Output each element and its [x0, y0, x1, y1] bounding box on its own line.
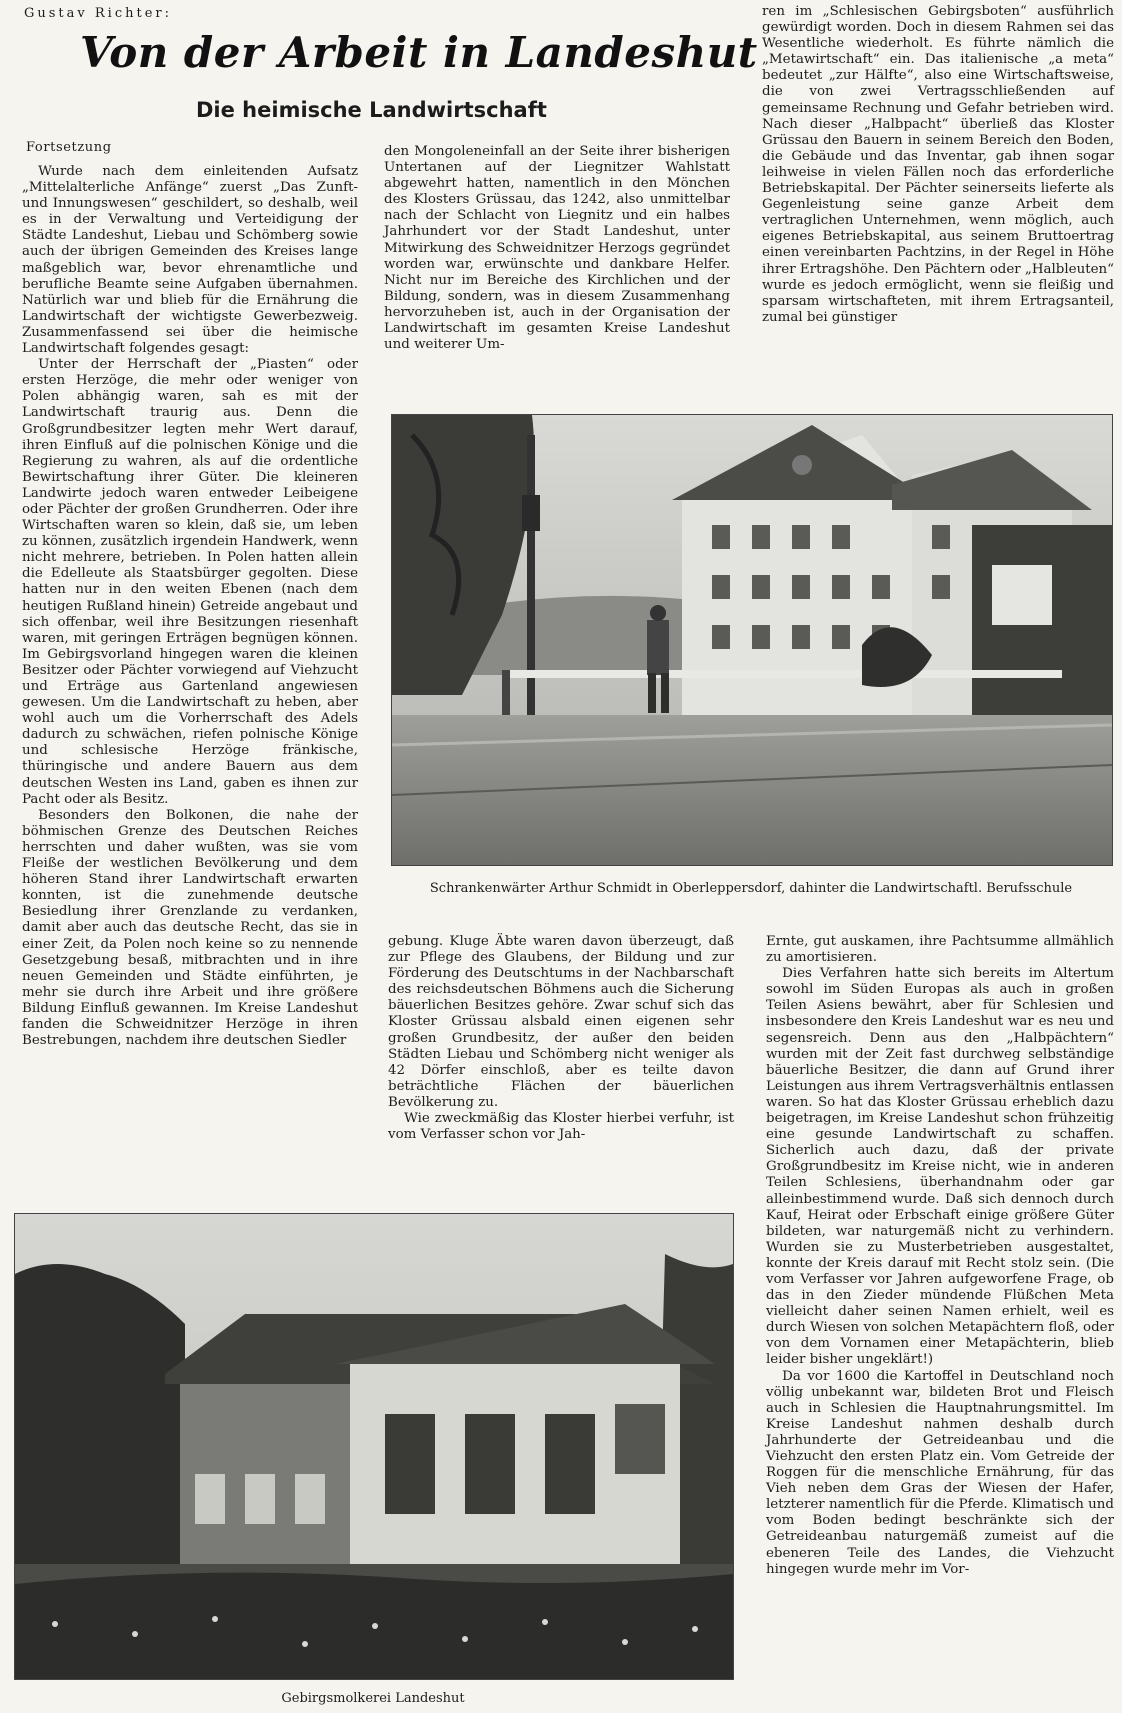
- paragraph: den Mongoleneinfall an der Seite ihrer bisherigen Untertanen auf der Liegnitzer Wahlstatt abgewehrt hatten, namentlich in den Mönchen des Klosters Grüssau, das 1242, also unmittelbar nach der Schlacht von Liegnitz und ein halbes Jahrhundert vor der Stadt Landeshut, unter Mitwirkung des Schweidnitzer Herzogs gegründet worden war, erwünschte und dankbare Helfer. Nicht nur im Bereiche des Kirchlichen und der Bildung, sondern, was in diesem Zusammenhang hervorzuheben ist, auch in der Organisation der Landwirtschaft im gesamten Kreise Landeshut und weiterer Um-: [384, 144, 730, 353]
- paragraph: ren im „Schlesischen Gebirgsboten“ ausführlich gewürdigt worden. Doch in diesem Rahmen sei das Wesentliche wiederholt. Es führte nämlich die „Metawirtschaft“ ein. Das italienische „a meta“ bedeutet „zur Hälfte“, also eine Wirtschaftsweise, die von zwei Vertragsschließenden auf gemeinsame Rechnung und Gefahr betrieben wird. Nach dieser „Halbpacht“ überließ das Kloster Grüssau den Bauern in seinem Bereich den Boden, die Gebäude und das Inventar, gab ihnen sogar leihweise in vielen Fällen noch das erforderliche Betriebskapital. Der Pächter seinerseits lieferte als Gegenleistung seine ganze Arbeit dem vertraglichen Unternehmen, wenn möglich, auch eigenes Betriebskapital, aus seinem Bruttoertrag einen vereinbarten Pachtzins, in der Regel in Höhe ihrer Ertragshöhe. Den Pächtern oder „Halbleuten“ wurde es jedoch ermöglicht, wenn sie fleißig und sparsam wirtschafteten, mit ihrem Ertragsanteil, zumal bei günstiger: [762, 4, 1114, 325]
- paragraph: Unter der Herrschaft der „Piasten“ oder ersten Herzöge, die mehr oder weniger von Polen abhängig waren, sah es mit der Landwirtschaft traurig aus. Denn die Großgrundbesitzer legten mehr Wert darauf, ihren Einfluß auf die polnischen Könige und die Regierung zu wahren, als auf die ordentliche Bewirtschaftung ihrer Güter. Die kleineren Landwirte jedoch waren entweder Leibeigene oder Pächter der großen Grundherren. Oder ihre Wirtschaften waren so klein, daß sie, um leben zu können, zusätzlich irgendein Handwerk, wenn nicht mehrere, betrieben. In Polen hatten allein die Edelleute als Staatsbürger gegolten. Diese hatten nur in den weiten Ebenen (nach dem heutigen Rußland hinein) Getreide angebaut und sich offenbar, weil ihre Besitzungen riesenhaft waren, mit geringen Erträgen begnügen können. Im Gebirgsvorland hingegen waren die kleinen Besitzer oder Pächter vorwiegend auf Viehzucht und Erträge aus Gartenland angewiesen gewesen. Um die Landwirtschaft zu heben, aber wohl auch um die Vorherrschaft des Adels dadurch zu schwächen, riefen polnische Könige und schlesische Herzöge fränkische, thüringische und andere Bauern aus dem deutschen Westen ins Land, gaben es ihnen zur Pacht oder als Besitz.: [22, 357, 358, 807]
- paragraph: Da vor 1600 die Kartoffel in Deutschland noch völlig unbekannt war, bildeten Brot und Fleisch auch in Schlesien die Hauptnahrungsmittel. Im Kreise Landeshut nahmen deshalb durch Jahrhunderte der Getreideanbau und die Viehzucht den ersten Platz ein. Vom Getreide der Roggen für die menschliche Ernährung, für das Vieh neben dem Gras der Wiesen der Hafer, letzterer namentlich für die Pferde. Klimatisch und vom Boden bedingt beschränkte sich der Getreideanbau naturgemäß zumeist auf die ebeneren Teile des Landes, die Viehzucht hingegen wurde mehr im Vor-: [766, 1368, 1114, 1577]
- paragraph: Ernte, gut auskamen, ihre Pachtsumme allmählich zu amortisieren.: [766, 934, 1114, 966]
- article-subtitle: Die heimische Landwirtschaft: [196, 98, 547, 122]
- photo-dairy: [14, 1213, 734, 1680]
- photo-crossing-keeper: [391, 414, 1113, 866]
- paragraph: Dies Verfahren hatte sich bereits im Altertum sowohl im Süden Europas als auch in großen Teilen Asiens bewährt, aber für Schlesien und insbesondere den Kreis Landeshut war es neu und segensreich. Denn aus den „Halbpächtern“ wurden mit der Zeit fast durchweg selbständige bäuerliche Besitzer, die dann auf Grund ihrer Leistungen aus ihrem Vertragsverhältnis entlassen waren. So hat das Kloster Grüssau erheblich dazu beigetragen, im Kreise Landeshut schon frühzeitig eine gesunde Landwirtschaft zu schaffen. Sicherlich auch dazu, daß der private Großgrundbesitz im Kreise nicht, wie in anderen Teilen Schlesiens, überhandnahm oder gar alleinbestimmend wurde. Daß sich dennoch durch Kauf, Heirat oder Erbschaft einige größere Güter bildeten, war naturgemäß nicht zu verhindern. Wurden sie zu Musterbetrieben ausgestaltet, konnte der Kreis darauf mit Recht stolz sein. (Die vom Verfasser vor Jahren aufgeworfene Frage, ob das in den Zieder mündende Flüßchen Meta vielleicht daher seinen Namen erhielt, weil es durch Wiesen von solchen Metapächtern floß, oder von dem Vornamen einer Metapächterin, blieb leider bisher ungeklärt!): [766, 966, 1114, 1368]
- paragraph: Wurde nach dem einleitenden Aufsatz „Mittelalterliche Anfänge“ zuerst „Das Zunft- und Innungswesen“ geschildert, so deshalb, weil es in der Verwaltung und Verteidigung der Städte Landeshut, Liebau und Schömberg sowie auch der übrigen Gemeinden des Kreises lange maßgeblich war, bevor ehrenamtliche und berufliche Beamte seine Aufgaben übernahmen. Natürlich war und blieb für die Ernährung die Landwirtschaft der wichtigste Gewerbezweig. Zusammenfassend sei über die heimische Landwirtschaft folgendes gesagt:: [22, 164, 358, 357]
- author-byline: Gustav Richter:: [24, 6, 172, 21]
- paragraph: Wie zweckmäßig das Kloster hierbei verfuhr, ist vom Verfasser schon vor Jah-: [388, 1111, 734, 1143]
- railway-crossing-school-photo: [392, 415, 1112, 865]
- column-3-bottom: [766, 934, 1114, 1578]
- continuation-label: Fortsetzung: [26, 140, 112, 155]
- column-3-top: [762, 4, 1114, 326]
- paragraph: Besonders den Bolkonen, die nahe der böhmischen Grenze des Deutschen Reiches herrschten und daher wußten, was sie vom Fleiße der westlichen Bevölkerung und dem höheren Stand ihrer Landwirtschaft erwarten konnten, ist die zunehmende deutsche Besiedlung ihrer Grenzlande zu verdanken, damit aber auch das deutsche Recht, das sie in einer Zeit, da Polen noch keine so zu nennende Gesetzgebung besaß, mitbrachten und in ihre neuen Gemeinden und Städte einführten, je mehr sie durch ihre Arbeit und ihre größere Bildung Einfluß gewannen. Im Kreise Landeshut fanden die Schweidnitzer Herzöge in ihren Bestrebungen, nachdem ihre deutschen Siedler: [22, 807, 358, 1049]
- column-2-top: [384, 144, 730, 353]
- column-2-bottom: [388, 934, 734, 1143]
- column-1: [22, 164, 358, 1049]
- photo-2-caption: Gebirgsmolkerei Landeshut: [281, 1691, 465, 1706]
- article-title: Von der Arbeit in Landeshut: [80, 28, 758, 77]
- paragraph: gebung. Kluge Äbte waren davon überzeugt, daß zur Pflege des Glaubens, der Bildung und zur Förderung des Deutschtums in der Nachbarschaft des reichsdeutschen Böhmens auch die Sicherung bäuerlichen Besitzes gehöre. Zwar schuf sich das Kloster Grüssau alsbald einen eigenen sehr großen Grundbesitz, der außer den beiden Städten Liebau und Schömberg nicht weniger als 42 Dörfer einschloß, aber es teilte davon beträchtliche Flächen der bäuerlichen Bevölkerung zu.: [388, 934, 734, 1110]
- dairy-building-photo: [15, 1214, 733, 1679]
- photo-1-caption: Schrankenwärter Arthur Schmidt in Oberleppersdorf, dahinter die Landwirtschaftl. Berufsschule: [429, 881, 1073, 896]
